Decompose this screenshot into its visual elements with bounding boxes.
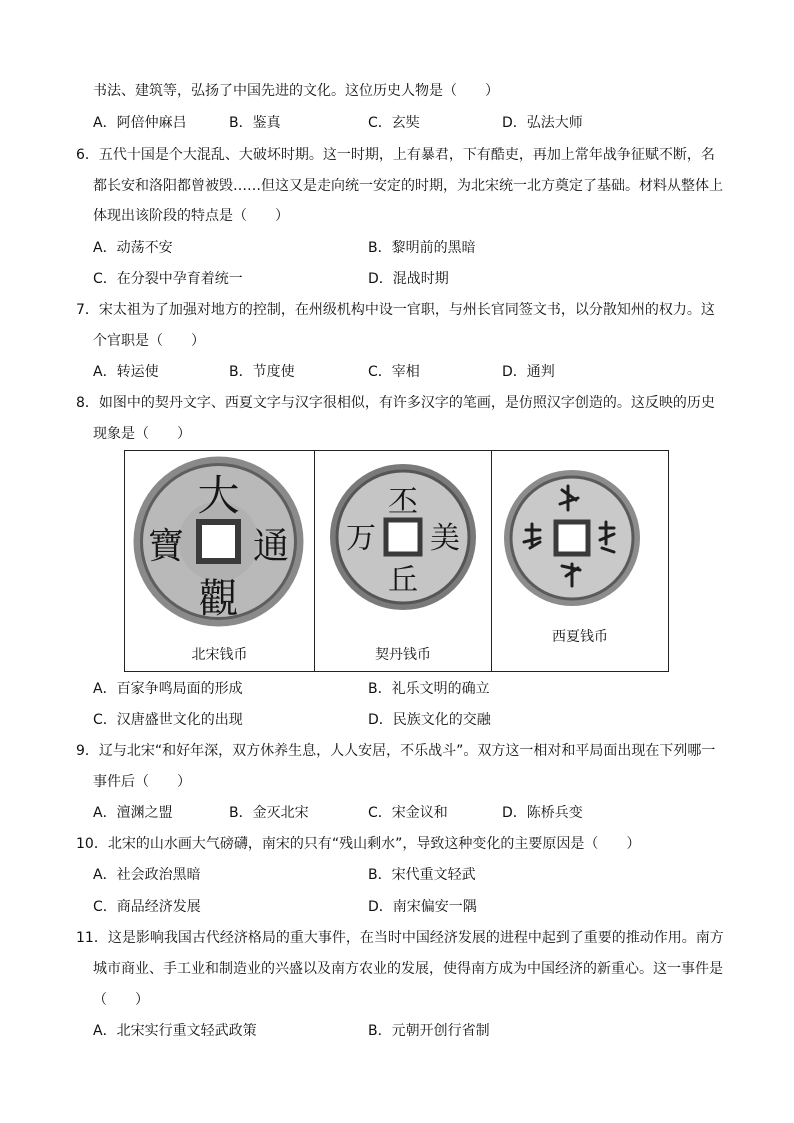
q10-option-a[interactable]: A．社会政治黑暗	[93, 867, 201, 883]
q6-line-2: 都长安和洛阳都曾被毁……但这又是走向统一安定的时期，为北宋统一北方奠定了基础。材料从整体上	[93, 178, 723, 194]
q6-line-1: 6．五代十国是个大混乱、大破坏时期。这一时期，上有暴君，下有酷吏，再加上常年战争征赋不断，名	[76, 147, 715, 163]
q11-line-2: 城市商业、手工业和制造业的兴盛以及南方农业的发展，使得南方成为中国经济的新重心。这一事件是	[93, 961, 723, 977]
q6-line-3: 体现出该阶段的特点是（ ）	[93, 208, 289, 224]
q5-option-a[interactable]: A．阿倍仲麻吕	[93, 115, 187, 131]
q10-option-b[interactable]: B．宋代重文轻武	[368, 867, 476, 883]
q8-option-d[interactable]: D．民族文化的交融	[368, 712, 491, 728]
q6-option-b[interactable]: B．黎明前的黑暗	[368, 240, 476, 256]
coin2-char-right: 美	[430, 521, 460, 556]
q7-line-2: 个官职是（ ）	[93, 333, 205, 349]
q8-option-c[interactable]: C．汉唐盛世文化的出现	[93, 712, 243, 728]
q7-option-a[interactable]: A．转运使	[93, 364, 159, 380]
q6-option-d[interactable]: D．混战时期	[368, 271, 449, 287]
q7-option-c[interactable]: C．宰相	[368, 364, 420, 380]
coin-cell-northern-song	[125, 451, 314, 671]
northern-song-coin-image	[131, 454, 306, 629]
q10-option-d[interactable]: D．南宋偏安一隅	[368, 899, 477, 915]
q8-line-1: 8．如图中的契丹文字、西夏文字与汉字很相似，有许多汉字的笔画，是仿照汉字创造的。这反映的历史	[76, 395, 715, 411]
coin1-char-left: 寶	[147, 526, 185, 567]
coin-cell-western-xia	[491, 451, 668, 671]
q9-line-2: 事件后（ ）	[93, 774, 191, 790]
q9-line-1: 9．辽与北宋“和好年深，双方休养生息，人人安居，不乐战斗”。双方这一相对和平局面出现在下列哪一	[76, 743, 716, 759]
coin-cell-khitan	[314, 451, 491, 671]
q7-option-d[interactable]: D．通判	[502, 364, 555, 380]
q6-option-c[interactable]: C．在分裂中孕育着统一	[93, 271, 243, 287]
coin1-char-right: 通	[252, 526, 290, 567]
western-xia-coin-image	[502, 468, 642, 608]
q11-option-a[interactable]: A．北宋实行重文轻武政策	[93, 1023, 257, 1039]
q5-continuation: 书法、建筑等，弘扬了中国先进的文化。这位历史人物是（ ）	[93, 83, 499, 99]
coin2-char-left: 万	[346, 521, 376, 556]
coin2-char-top: 丕	[388, 485, 418, 520]
q11-line-1: 11．这是影响我国古代经济格局的重大事件，在当时中国经济发展的进程中起到了重要的推动作用。南方	[76, 930, 724, 946]
q10-option-c[interactable]: C．商品经济发展	[93, 899, 201, 915]
coin1-char-bottom: 觀	[198, 576, 239, 622]
q9-option-b[interactable]: B．金灭北宋	[229, 805, 309, 821]
q8-line-2: 现象是（ ）	[93, 426, 191, 442]
q5-option-c[interactable]: C．玄奘	[368, 115, 420, 131]
caption-northern-song-coin: 北宋钱币	[191, 647, 248, 663]
coin2-char-bottom: 丘	[388, 563, 418, 598]
q7-line-1: 7．宋太祖为了加强对地方的控制，在州级机构中设一官职，与州长官同签文书，以分散知州的权力。这	[76, 302, 715, 318]
caption-western-xia-coin: 西夏钱币	[552, 629, 608, 645]
q5-option-b[interactable]: B．鉴真	[229, 115, 281, 131]
q7-option-b[interactable]: B．节度使	[229, 364, 295, 380]
q11-option-b[interactable]: B．元朝开创行省制	[368, 1023, 490, 1039]
khitan-coin-image	[328, 462, 478, 612]
q8-option-a[interactable]: A．百家争鸣局面的形成	[93, 681, 243, 697]
q6-option-a[interactable]: A．动荡不安	[93, 240, 173, 256]
q11-line-3: （ ）	[93, 992, 149, 1008]
coin-image-table	[124, 450, 669, 672]
coin1-char-top: 大	[197, 471, 240, 520]
q9-option-c[interactable]: C．宋金议和	[368, 805, 448, 821]
q9-option-a[interactable]: A．澶渊之盟	[93, 805, 173, 821]
caption-khitan-coin: 契丹钱币	[375, 647, 431, 663]
q8-option-b[interactable]: B．礼乐文明的确立	[368, 681, 490, 697]
q5-option-d[interactable]: D．弘法大师	[502, 115, 583, 131]
q10-line-1: 10．北宋的山水画大气磅礴，南宋的只有“残山剩水”，导致这种变化的主要原因是（ ）	[76, 836, 641, 852]
q9-option-d[interactable]: D．陈桥兵变	[502, 805, 583, 821]
